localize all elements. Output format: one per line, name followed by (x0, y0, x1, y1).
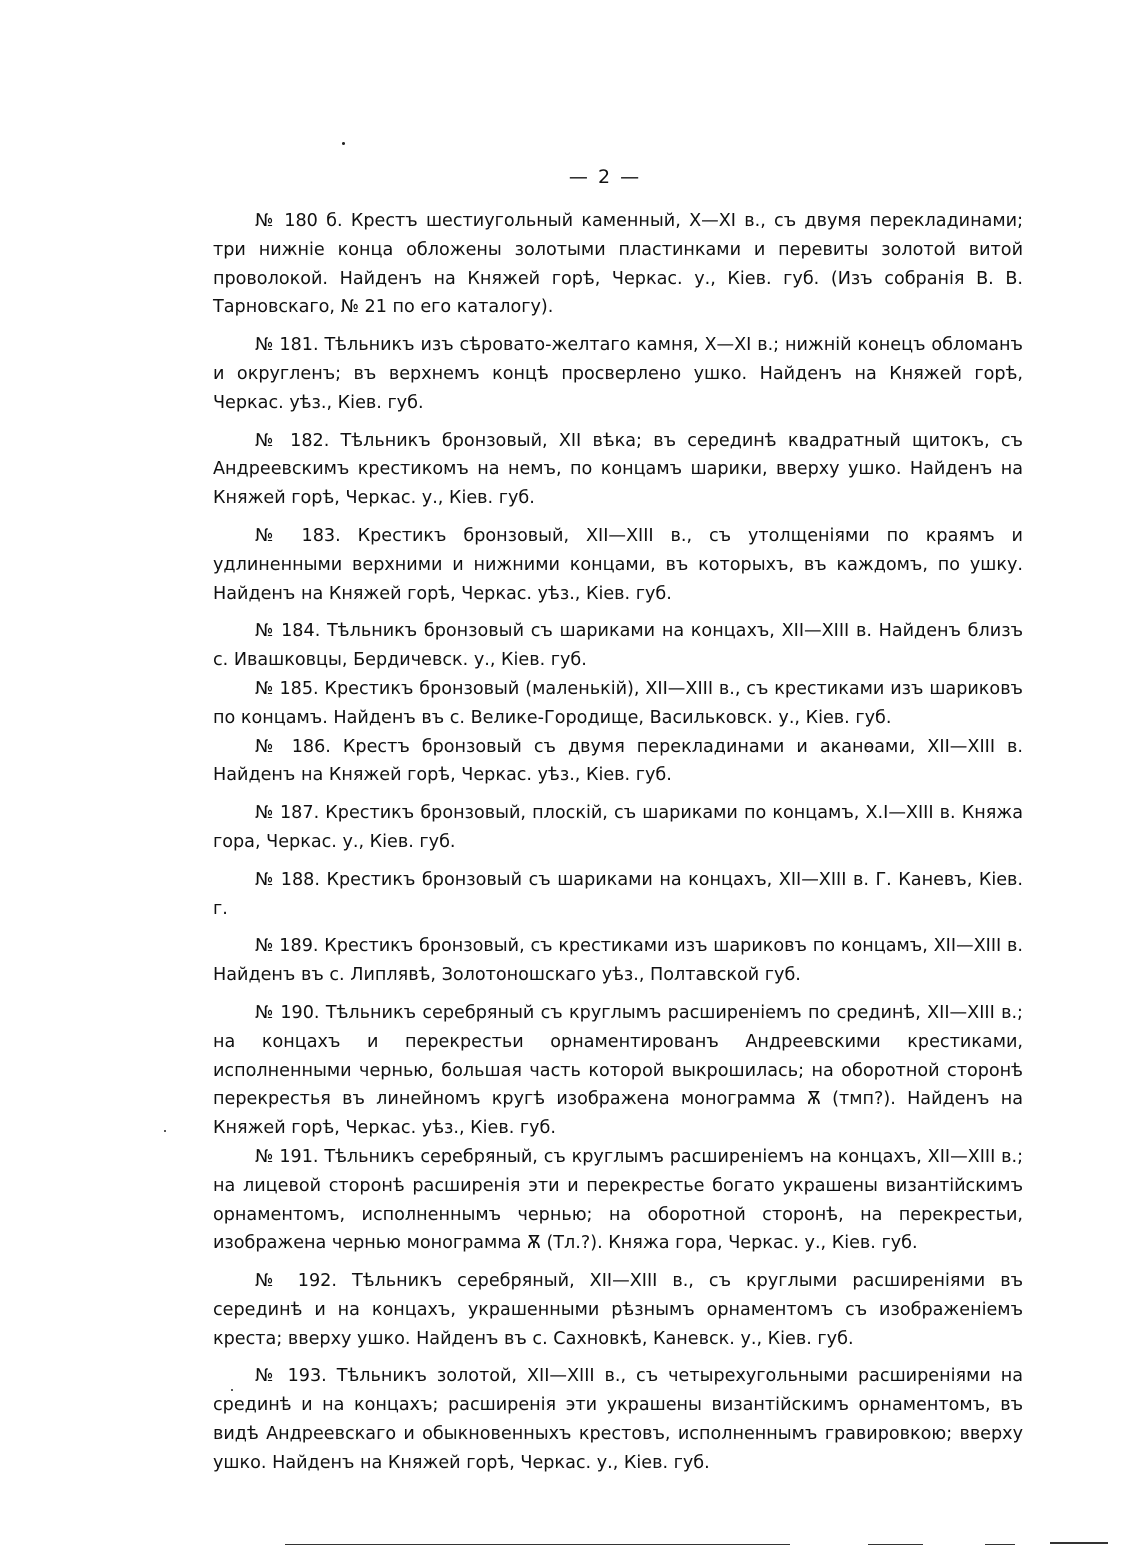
bottom-edge-mark (868, 1544, 923, 1545)
entry-186 (213, 733, 1023, 791)
monogram-glyph: Ѫ (807, 1089, 821, 1110)
bottom-edge-mark (285, 1544, 790, 1545)
entry-text: Тѣльникъ серебряный съ круглымъ расширенiемъ по срединѣ, XII—XIII в.; на концахъ и перекрестьи орнаментированъ Андреевскими крестиками, исполненными чернью, большая часть которой выкрошилась; на оборотной сторонѣ перекрестья въ линейномъ кругѣ изображена монограмма (213, 1002, 1023, 1110)
entry-text: Крестикъ бронзовый съ шариками на концахъ, XII—XIII в. Г. Каневъ, Кiев. г. (213, 869, 1023, 919)
entry-number: № 185. (255, 678, 319, 699)
entry-number: № 191. (255, 1146, 319, 1167)
entry-text-cont: (Тл.?). Княжа гора, Черкас. у., Кiев. губ. (546, 1233, 918, 1254)
entry-number: № 180 б. (255, 211, 343, 231)
entry-183 (213, 522, 1023, 608)
entry-number: № 182. (255, 430, 330, 451)
entry-185 (213, 675, 1023, 733)
catalog-entries (213, 207, 1023, 1487)
entry-text: Тѣльникъ изъ сѣровато-желтаго камня, X—XI в.; нижнiй конецъ обломанъ и округленъ; въ верхнемъ концѣ просверлено ушко. Найденъ на Княжей горѣ, Черкас. уѣз., Кiев. губ. (213, 335, 1023, 413)
entry-text: Тѣльникъ бронзовый съ шариками на концахъ, XII—XIII в. Найденъ близъ с. Ивашковцы, Бердичевск. у., Кiев. губ. (213, 621, 1024, 671)
entry-number: № 181. (255, 335, 319, 356)
entry-188 (213, 866, 1023, 924)
entry-180b (213, 207, 1023, 322)
entry-text: Крестикъ бронзовый, съ крестиками изъ шариковъ по концамъ, XII—XIII в. Найденъ въ с. Липлявѣ, Золотоношскаго уѣз., Полтавской губ. (213, 936, 1023, 986)
entry-191 (213, 1143, 1023, 1258)
scan-speck (342, 142, 345, 145)
entry-text: Тѣльникъ бронзовый, XII вѣка; въ серединѣ квадратный щитокъ, съ Андреевскимъ крестикомъ на немъ, по концамъ шарики, вверху ушко. Найденъ на Княжей горѣ, Черкас. у., Кiев. губ. (213, 430, 1023, 509)
entry-text: Крестикъ бронзовый (маленькiй), XII—XIII в., съ крестиками изъ шариковъ по концамъ. Найденъ въ с. Велике-Городище, Васильковск. у., Кiев. губ. (213, 678, 1023, 728)
scan-speck (164, 1130, 166, 1132)
entry-text: Крестикъ бронзовый, XII—XIII в., съ утолщенiями по краямъ и удлиненными верхними и нижними концами, въ которыхъ, въ каждомъ, по ушку. Найденъ на Княжей горѣ, Черкас. уѣз., Кiев. губ. (213, 525, 1023, 604)
entry-184 (213, 617, 1023, 675)
entry-193 (213, 1362, 1023, 1477)
entry-number: № 184. (255, 621, 321, 642)
entry-189 (213, 932, 1023, 990)
entry-text: Тѣльникъ золотой, XII—XIII в., съ четырехугольными расширенiями на срединѣ и на концахъ; расширенiя эти украшены византiйскимъ орнаментомъ, въ видѣ Андреевскаго и обыкновенныхъ крестовъ, исполненнымъ гравировкою; вверху ушко. Найденъ на Княжей горѣ, Черкас. у., Кiев. губ. (213, 1366, 1024, 1473)
entry-text: Крестъ бронзовый съ двумя перекладинами и аканѳами, XII—XIII в. Найденъ на Княжей горѣ, Черкас. уѣз., Кiев. губ. (213, 736, 1023, 786)
entry-190 (213, 999, 1023, 1143)
entry-181 (213, 331, 1023, 417)
entry-text: Крестъ шестиугольный каменный, X—XI в., съ двумя перекладинами; три нижнiе конца обложены золотыми пластинками и перевиты золотой витой проволокой. Найденъ на Княжей горѣ, Черкас. у., Кiев. губ. (Изъ собранiя В. В. Тарновскаго, № 21 по его каталогу). (213, 211, 1023, 318)
monogram-glyph: Ѫ (526, 1233, 541, 1254)
entry-text: Тѣльникъ серебряный, XII—XIII в., съ круглыми расширенiями въ серединѣ и на концахъ, украшенными рѣзнымъ орнаментомъ съ изображенiемъ креста; вверху ушко. Найденъ въ с. Сахновкѣ, Каневск. у., Кiев. губ. (213, 1271, 1023, 1349)
entry-number: № 183. (255, 525, 341, 546)
entry-text: Крестикъ бронзовый, плоскiй, съ шариками по концамъ, X.I—XIII в. Княжа гора, Черкас. у., Кiев. губ. (213, 803, 1023, 852)
entry-192 (213, 1267, 1023, 1353)
bottom-edge-mark (985, 1544, 1015, 1545)
entry-187 (213, 799, 1023, 857)
entry-text: Тѣльникъ серебряный, съ круглымъ расширенiемъ на концахъ, XII—XIII в.; на лицевой сторонѣ расширенiя эти и перекрестье богато украшены византiйскимъ орнаментомъ, исполненнымъ чернью; на оборотной сторонѣ, на перекрестьи, изображена чернью монограмма (213, 1146, 1023, 1254)
entry-number: № 193. (255, 1366, 327, 1387)
entry-number: № 189. (255, 936, 319, 957)
entry-number: № 187. (255, 803, 320, 824)
page-number: — 2 — (568, 166, 642, 188)
entry-number: № 190. (255, 1002, 320, 1023)
entry-number: № 192. (255, 1271, 337, 1292)
bottom-edge-mark (1050, 1542, 1108, 1544)
entry-text-cont: (тмп?). Найденъ на Княжей горѣ, Черкас. уѣз., Кiев. губ. (213, 1089, 1023, 1139)
entry-number: № 188. (255, 869, 320, 890)
entry-number: № 186. (255, 736, 331, 757)
scan-speck (231, 1389, 233, 1391)
entry-182 (213, 427, 1023, 513)
